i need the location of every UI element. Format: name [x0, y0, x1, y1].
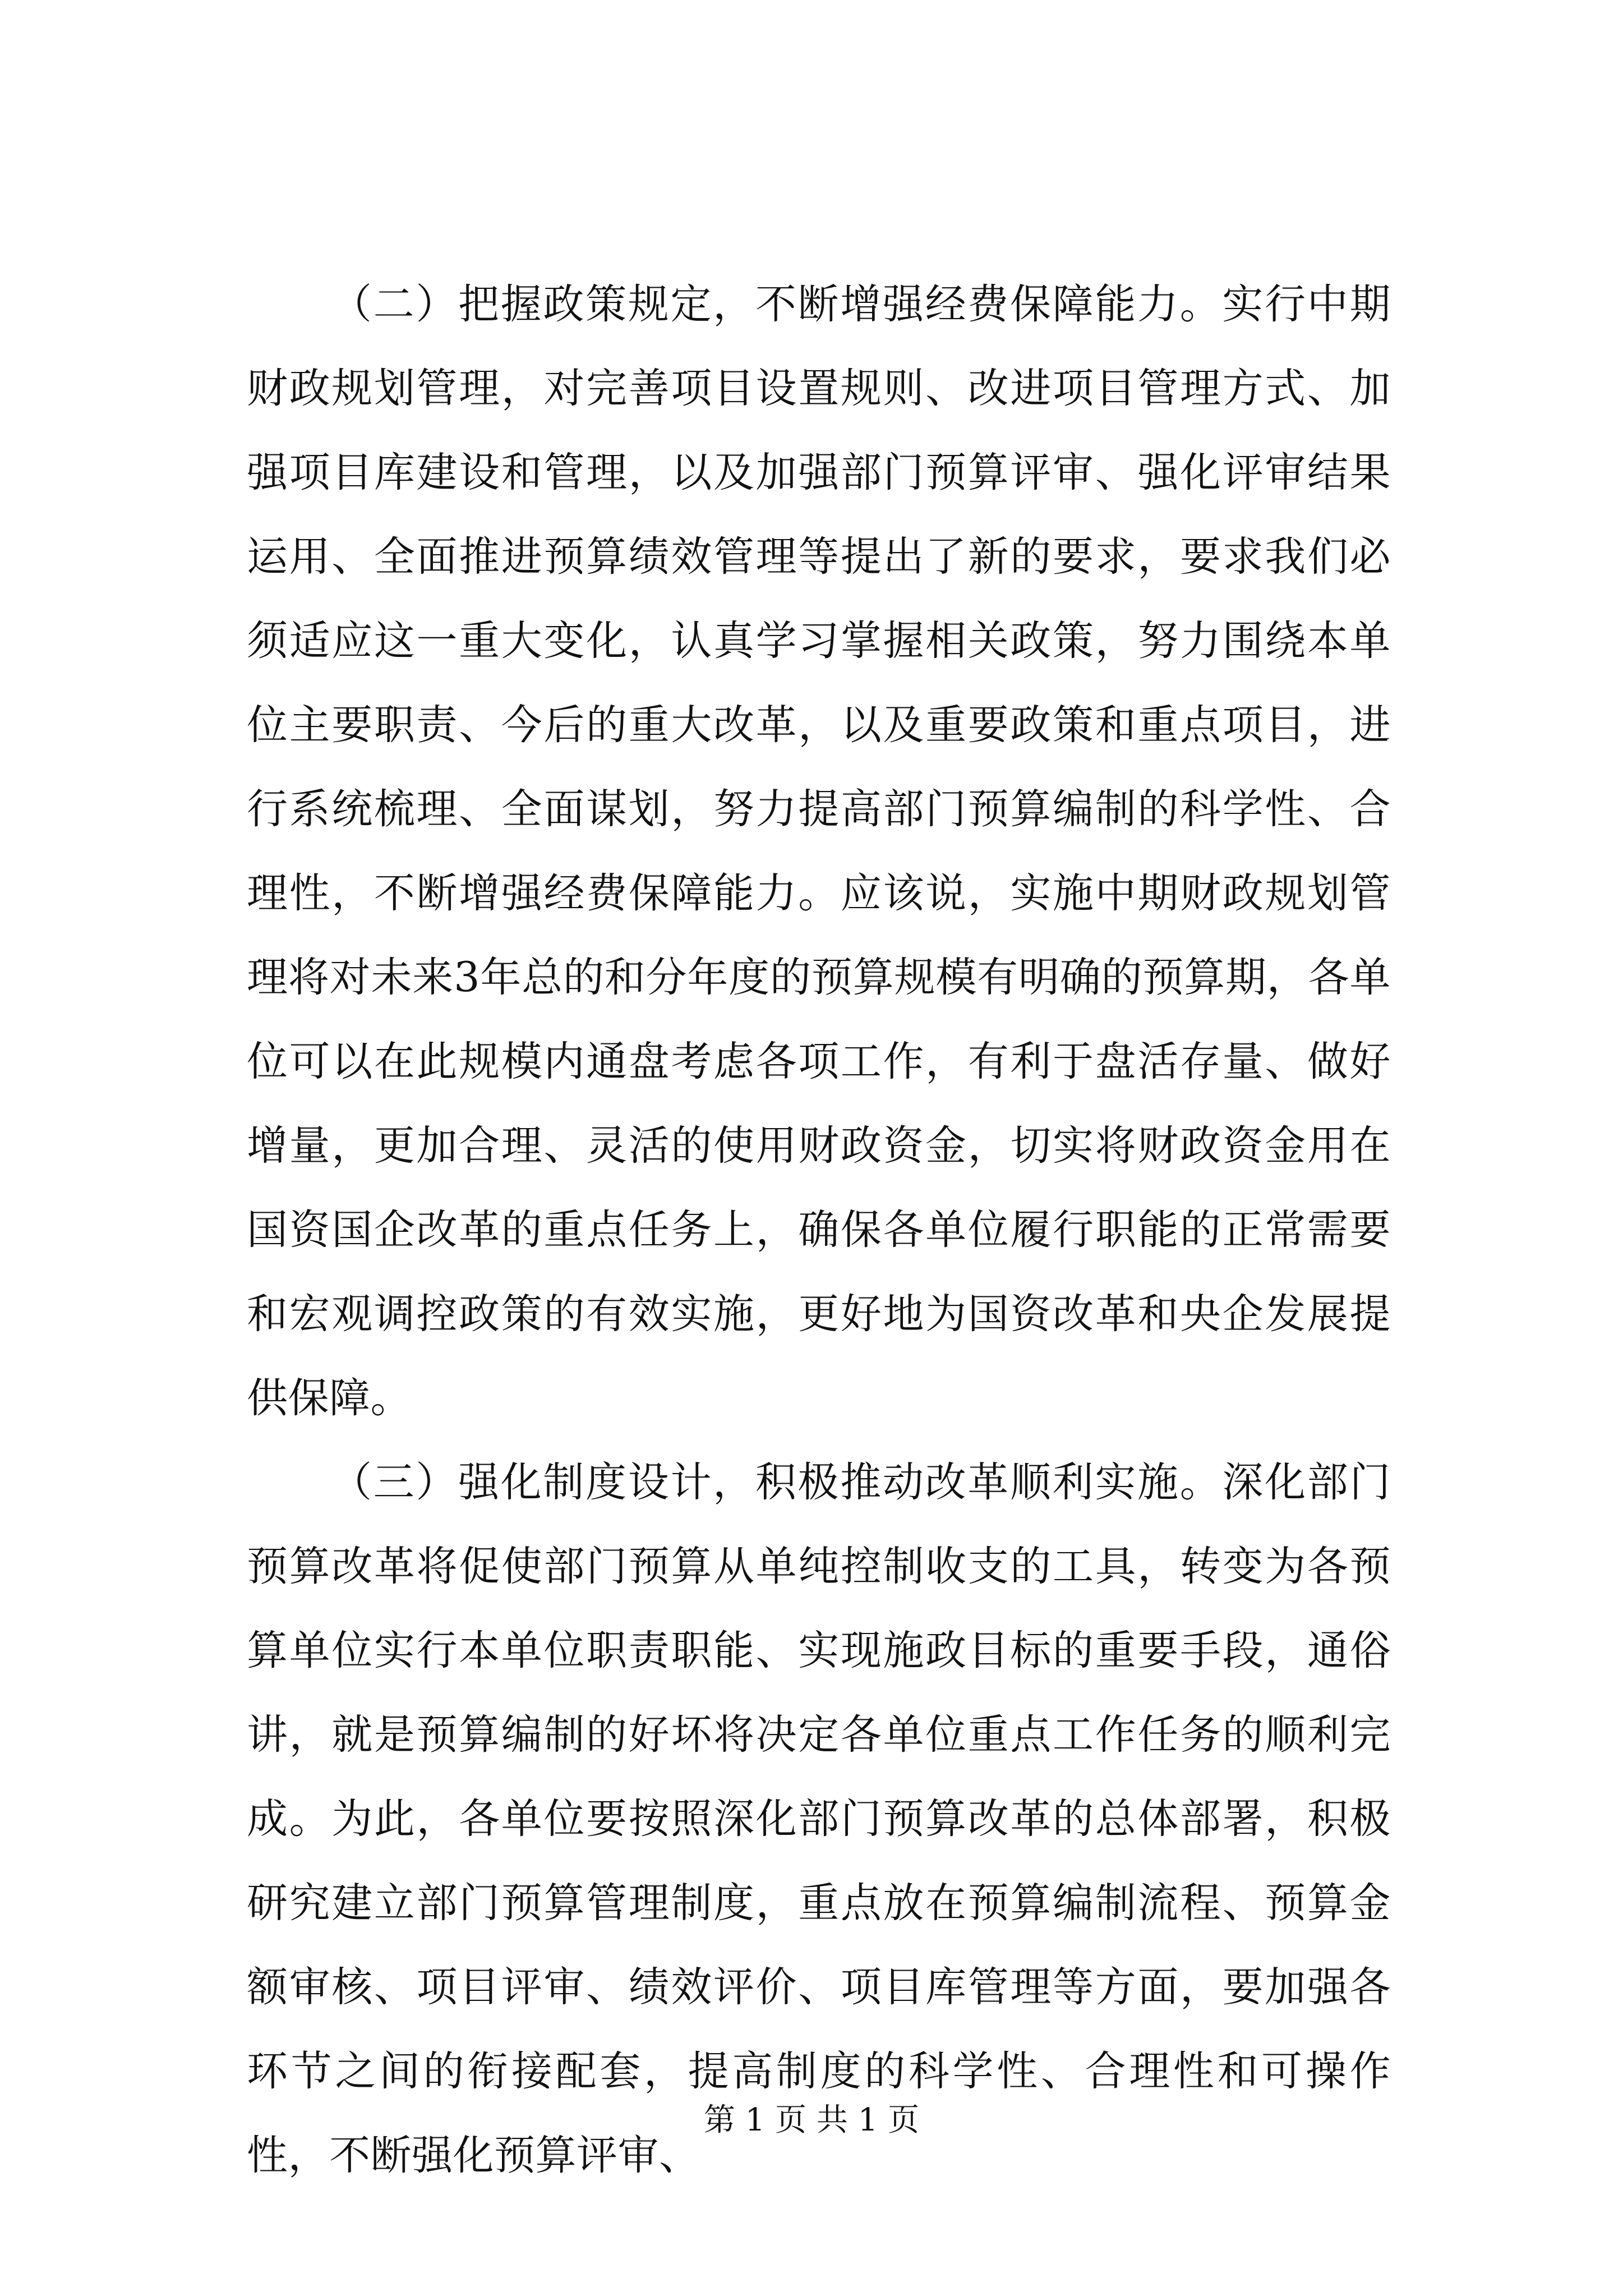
page-footer: [0, 2098, 1623, 2143]
paragraph-section-3: （三）强化制度设计，积极推动改革顺利实施。深化部门预算改革将促使部门预算从单纯控制收支的工具，转变为各预算单位实行本单位职责职能、实现施政目标的重要手段，通俗讲，就是预算编制的好坏将决定各单位重点工作任务的顺利完成。为此，各单位要按照深化部门预算改革的总体部署，积极研究建立部门预算管理制度，重点放在预算编制流程、预算金额审核、项目评审、绩效评价、项目库管理等方面，要加强各环节之间的衔接配套，提高制度的科学性、合理性和可操作性，不断强化预算评审、: [247, 1458, 1391, 2179]
document-body: [247, 263, 1391, 2198]
paragraph-section-2: （二）把握政策规定，不断增强经费保障能力。实行中期财政规划管理，对完善项目设置规则、改进项目管理方式、加强项目库建设和管理，以及加强部门预算评审、强化评审结果运用、全面推进预算绩效管理等提出了新的要求，要求我们必须适应这一重大变化，认真学习掌握相关政策，努力围绕本单位主要职责、今后的重大改革，以及重要政策和重点项目，进行系统梳理、全面谋划，努力提高部门预算编制的科学性、合理性，不断增强经费保障能力。应该说，实施中期财政规划管理将对未来3年总的和分年度的预算规模有明确的预算期，各单位可以在此规模内通盘考虑各项工作，有利于盘活存量、做好增量，更加合理、灵活的使用财政资金，切实将财政资金用在国资国企改革的重点任务上，确保各单位履行职能的正常需要和宏观调控政策的有效实施，更好地为国资改革和央企发展提供保障。: [247, 280, 1391, 1422]
page-number: 第 1 页 共 1 页: [703, 2102, 920, 2138]
